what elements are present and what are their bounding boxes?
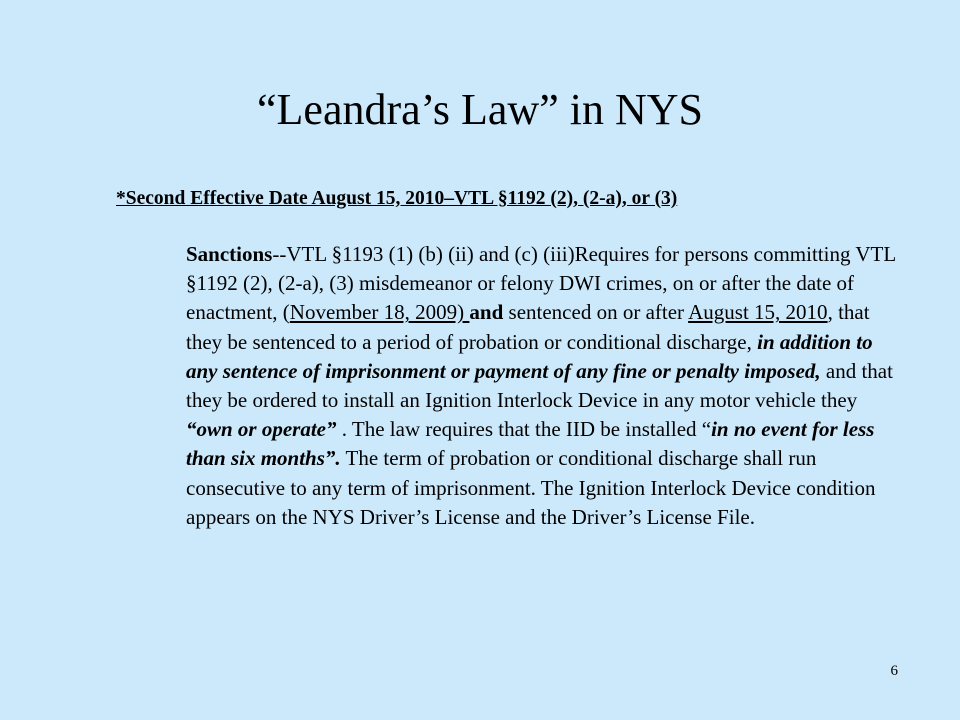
body-text: , that they be sentenced to a period of probation or conditional discharge,	[186, 300, 870, 354]
own-or-operate-emphasis: “own or operate”	[186, 417, 337, 442]
body-text: sentenced on or after	[503, 300, 689, 325]
slide-subtitle: *Second Effective Date August 15, 2010–VTL §1192 (2), (2-a), or (3)	[116, 188, 678, 209]
body-text: --VTL §1193 (1) (b) (ii) and (c) (iii)Requires for persons committing VTL §1192 (2), (2-a), (3) misdemeanor or felony DWI crimes, on or after the date of enactment, (	[186, 242, 896, 325]
imprisonment-emphasis: in addition to any sentence of imprisonment or payment of any fine or penalty imposed,	[186, 329, 873, 383]
page-number: 6	[890, 663, 898, 679]
body-text: . The law requires that the IID be installed “	[336, 417, 712, 442]
and-emphasis: and	[469, 300, 504, 325]
effective-date: August 15, 2010	[688, 300, 828, 325]
slide-title: “Leandra’s Law” in NYS	[257, 85, 703, 134]
slide-body-paragraph	[186, 240, 906, 532]
body-text: The term of probation or conditional discharge shall run consecutive to any term of imprisonment. The Ignition Interlock Device condition appears on the NYS Driver’s License and the Driver’s License File.	[186, 446, 876, 529]
six-months-emphasis: in no event for less than six months”.	[186, 417, 875, 471]
sanctions-label: Sanctions	[186, 242, 273, 266]
enactment-date: November 18, 2009)	[289, 300, 470, 325]
body-text: and that they be ordered to install an Ignition Interlock Device in any motor vehicle they	[186, 358, 893, 413]
